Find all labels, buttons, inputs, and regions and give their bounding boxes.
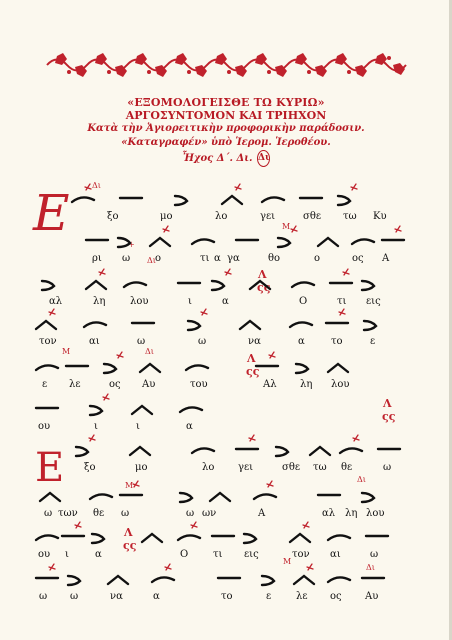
neume-glyph: [124, 282, 146, 287]
neume-glyph: [180, 493, 192, 502]
syllable: τι: [337, 296, 347, 307]
syllable: λου: [331, 379, 350, 390]
syllable: θο: [268, 253, 281, 264]
neume-glyph: [364, 321, 376, 330]
neume-glyph: [222, 196, 242, 204]
red-ornament-mark: [291, 226, 297, 232]
syllable: ω: [370, 549, 379, 560]
red-ornament-mark: [267, 481, 273, 487]
red-ornament-mark: [165, 564, 171, 570]
syllable: λη: [93, 296, 106, 307]
neume-glyph: [262, 197, 284, 202]
neume-glyph: [118, 238, 130, 247]
red-ornament-mark: [249, 435, 255, 441]
hymn-style: ΑΡΓΟΣΥΝΤΟΜΟΝ ΚΑΙ ΤΡΙΗΧΟΝ: [125, 109, 327, 122]
syllable: αλ: [322, 508, 336, 519]
syllable: ρι: [92, 253, 102, 264]
syllable: τι: [200, 253, 210, 264]
red-ornament-mark: [307, 564, 313, 570]
martyria-di: Δι: [92, 181, 101, 190]
syllable: θε: [93, 508, 105, 519]
syllable: μο: [160, 211, 173, 222]
neume-glyph: [36, 535, 58, 540]
syllable: αλ: [49, 296, 63, 307]
syllable: των: [58, 508, 78, 519]
neume-glyph: [36, 321, 56, 329]
syllable: λο: [215, 211, 228, 222]
syllable: να: [110, 591, 123, 602]
red-ornament-mark: [225, 269, 231, 275]
syllable: τω: [313, 462, 327, 473]
neume-glyph: [240, 321, 260, 329]
neume-glyph: [84, 322, 106, 327]
neume-glyph: [36, 365, 58, 370]
red-ornament-mark: [49, 309, 55, 315]
neume-glyph: [175, 196, 187, 205]
syllable: ω: [186, 508, 195, 519]
syllable: γει: [238, 462, 254, 473]
red-ornament-mark: [339, 309, 345, 315]
red-ornament-mark: [99, 269, 105, 275]
red-ornament-mark: [75, 522, 81, 528]
syllable: λε: [296, 591, 308, 602]
syllable: Ο: [180, 549, 189, 560]
syllable: λο: [202, 462, 215, 473]
neume-glyph: [290, 322, 312, 327]
neume-glyph: [362, 281, 374, 290]
hymn-title: «ΕΞΟΜΟΛΟΓΕΙΣΘΕ ΤΩ ΚΥΡΙΩ»: [127, 96, 325, 109]
neume-glyph: [150, 238, 170, 246]
syllable: ων: [202, 508, 217, 519]
syllable: α: [95, 549, 102, 560]
syllable: ω: [70, 591, 79, 602]
syllable: του: [190, 379, 208, 390]
syllable: ω: [137, 336, 146, 347]
neume-glyph: [186, 365, 208, 370]
neume-glyph: [340, 448, 362, 453]
syllable: το: [331, 336, 343, 347]
syllable: εις: [244, 549, 259, 560]
syllable: ι: [188, 296, 192, 307]
syllable: λη: [345, 508, 358, 519]
neume-glyph: [310, 447, 330, 455]
neume-glyph: [90, 406, 102, 415]
syllable: Α: [258, 508, 266, 519]
neume-glyph: [338, 196, 350, 205]
red-ornament-mark: [133, 481, 139, 487]
mode-label: Ἦχος Δ΄. Δι.: [181, 153, 253, 164]
martyria-mi: Μ: [62, 347, 71, 356]
neume-glyph: [76, 447, 88, 456]
tradition-note: Κατὰ τὴν Ἁγιορειτικὴν προφορικὴν παράδοσιν.: [87, 123, 365, 134]
neume-glyph: [152, 577, 174, 582]
neume-glyph: [86, 281, 106, 289]
red-ornament-mark: [163, 226, 169, 232]
neume-glyph: [362, 493, 374, 502]
syllable: σθε: [303, 211, 322, 222]
martyria-sigma: ςς: [246, 365, 260, 378]
syllable: α: [186, 421, 193, 432]
neume-glyph: [254, 494, 276, 499]
neume-glyph: [40, 493, 60, 501]
syllable: ω: [121, 508, 130, 519]
neume-glyph: [140, 364, 160, 372]
neume-glyph: [352, 239, 374, 244]
red-ornament-mark: [235, 184, 241, 190]
syllable: λου: [366, 508, 385, 519]
red-ornament-mark: [117, 352, 123, 358]
neume-glyph: [290, 534, 310, 542]
martyria-mi: Μ: [125, 481, 134, 490]
syllable: λε: [69, 379, 81, 390]
red-ornament-mark: [49, 564, 55, 570]
red-ornament-mark: [103, 394, 109, 400]
syllable: ι: [65, 549, 69, 560]
neume-glyph: [104, 364, 116, 373]
neume-glyph: [178, 535, 200, 540]
transcriber-note: «Καταγραφέν» ὑπὸ Ἱερομ. Ἱεροθέου.: [121, 137, 331, 148]
syllable: εις: [366, 296, 381, 307]
neume-glyph: [292, 282, 314, 287]
neume-glyph: [294, 576, 314, 584]
red-ornament-mark: [343, 269, 349, 275]
neume-glyph: [296, 364, 308, 373]
red-ornament-mark: [191, 522, 197, 528]
martyria-sigma: ςς: [257, 281, 271, 294]
red-ornament-mark: [89, 435, 95, 441]
syllable: ι: [94, 421, 98, 432]
initial-epsilon-1: Ε: [33, 184, 70, 242]
martyria-lambda: Λ: [247, 352, 256, 365]
syllable: αι: [89, 336, 100, 347]
syllable: Αυ: [142, 379, 156, 390]
syllable: ω: [383, 462, 392, 473]
neume-glyph: [142, 534, 162, 542]
syllable: ου: [38, 421, 51, 432]
syllable: ξο: [107, 211, 119, 222]
martyria-di: Δι: [357, 475, 366, 484]
martyria-mi: Μ: [283, 557, 292, 566]
syllable: τω: [343, 211, 357, 222]
neume-glyph: [180, 407, 202, 412]
mode-sign: Δι: [257, 150, 270, 167]
syllable: ω: [39, 591, 48, 602]
neume-glyph: [278, 238, 290, 247]
neume-glyph: [72, 197, 94, 202]
neume-glyph: [244, 534, 256, 543]
syllable: αι: [330, 549, 341, 560]
neume-glyph: [92, 534, 104, 543]
syllable: μο: [135, 462, 148, 473]
martyria-di: Δι: [147, 256, 156, 265]
neume-glyph: [192, 239, 214, 244]
syllable: γα: [227, 253, 240, 264]
syllable: ε: [42, 379, 48, 390]
martyria-di: Δι: [366, 563, 375, 572]
neume-glyph: [192, 448, 214, 453]
syllable: ος: [330, 591, 342, 602]
red-ornament-mark: [303, 522, 309, 528]
syllable: Α: [382, 253, 390, 264]
martyria-sigma: ςς: [382, 410, 396, 423]
neume-glyph: [318, 238, 338, 246]
syllable: γει: [260, 211, 276, 222]
syllable: το: [221, 591, 233, 602]
syllable: τον: [292, 549, 310, 560]
martyria-lambda: Λ: [258, 268, 267, 281]
neume-glyph: [210, 493, 230, 501]
neume-glyph: [328, 577, 350, 582]
neume-glyph: [42, 281, 54, 290]
neume-glyph: [130, 447, 150, 455]
syllable: λου: [130, 296, 149, 307]
syllable: ο: [314, 253, 321, 264]
initial-epsilon-2: Ε: [35, 445, 65, 491]
red-ornament-mark: [351, 184, 357, 190]
neume-glyph: [276, 447, 288, 456]
syllable: Αλ: [263, 379, 277, 390]
syllable: ω: [44, 508, 53, 519]
syllable: ος: [109, 379, 121, 390]
neume-glyph: [90, 494, 112, 499]
martyria-mi: Μ: [282, 222, 291, 231]
neume-glyph: [212, 281, 224, 290]
syllable: θε: [341, 462, 353, 473]
syllable: ι: [136, 421, 140, 432]
syllable: ω: [122, 253, 131, 264]
syllable: Ο: [299, 296, 308, 307]
martyria-plus: +: [128, 240, 135, 249]
red-ornament-mark: [353, 435, 359, 441]
neume-glyph: [250, 281, 270, 289]
neume-glyph: [68, 576, 80, 585]
syllable: ος: [352, 253, 364, 264]
red-ornament-mark: [85, 184, 91, 190]
syllable: λη: [300, 379, 313, 390]
martyria-di: Δι: [145, 347, 154, 356]
neume-glyph: [328, 535, 350, 540]
syllable: α: [153, 591, 160, 602]
neume-glyph: [262, 576, 274, 585]
syllable: Κυ: [373, 211, 387, 222]
syllable: ο: [155, 253, 162, 264]
syllable: σθε: [282, 462, 301, 473]
syllable: να: [248, 336, 261, 347]
syllable: α: [214, 253, 221, 264]
syllable: α: [222, 296, 229, 307]
red-ornament-mark: [395, 226, 401, 232]
neume-glyph: [188, 321, 200, 330]
martyria-lambda: Λ: [124, 526, 133, 539]
red-ornament-mark: [201, 309, 207, 315]
neume-glyph: [328, 364, 348, 372]
syllable: ε: [370, 336, 376, 347]
syllable: α: [298, 336, 305, 347]
syllable: ω: [198, 336, 207, 347]
red-ornament-mark: [269, 352, 275, 358]
syllable: ε: [266, 591, 272, 602]
syllable: ου: [38, 549, 51, 560]
syllable: Αυ: [365, 591, 379, 602]
syllable: τι: [213, 549, 223, 560]
syllable: τον: [39, 336, 57, 347]
martyria-lambda: Λ: [383, 397, 392, 410]
martyria-sigma: ςς: [123, 539, 137, 552]
neume-glyph: [108, 576, 128, 584]
syllable: ξο: [84, 462, 96, 473]
neume-glyph: [132, 406, 152, 414]
